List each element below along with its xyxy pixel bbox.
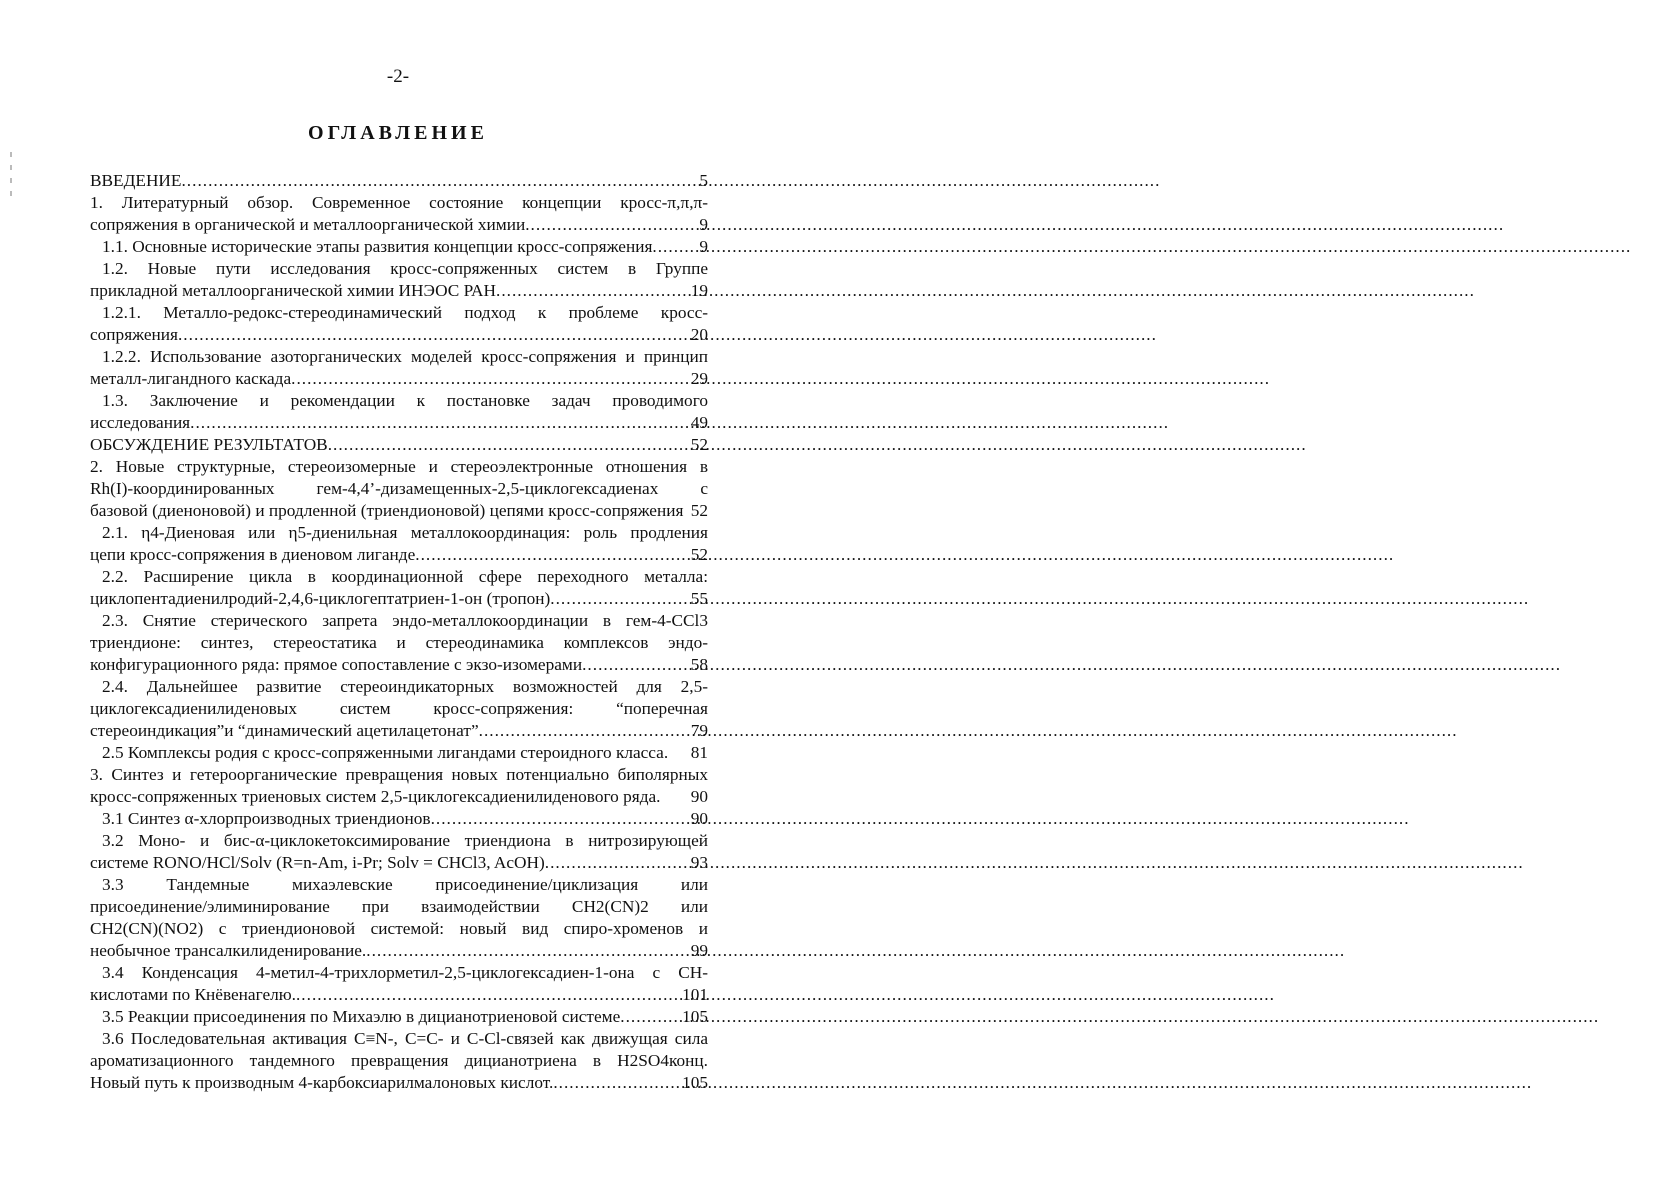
toc-page-number: 29 [690, 369, 708, 388]
toc-entry[interactable] [90, 874, 708, 962]
toc-entry-label: необычное трансалкилиденирование. [90, 941, 367, 960]
toc-dot-leader [525, 214, 699, 236]
toc-entry[interactable] [90, 302, 708, 346]
toc-page-number: 81 [690, 743, 708, 762]
toc-page-number: 90 [690, 787, 708, 806]
toc-page-number: 19 [690, 281, 708, 300]
toc-entry-label: Новый путь к производным 4-карбоксиарилмалоновых кислот. [90, 1073, 554, 1092]
toc-page-number: 90 [690, 809, 708, 828]
toc-entry-label: циклопентадиенилродий-2,4,6-циклогептатриен-1-он (тропон) [90, 589, 551, 608]
toc-entry-label: сопряжения в органической и металлоорганической химии [90, 215, 526, 234]
toc-dot-leader [652, 236, 699, 258]
toc-dot-leader [620, 1006, 682, 1028]
toc-entry-label: 2.5 Комплексы родия с кросс-сопряженными лигандами стероидного класса. [102, 743, 669, 762]
toc-entry-label: металл-лигандного каскада [90, 369, 292, 388]
table-of-contents [90, 170, 708, 1094]
toc-dot-leader [296, 984, 682, 1006]
toc-page-number: 93 [690, 853, 708, 872]
toc-page-number: 20 [690, 325, 708, 344]
toc-entry-line: циклогексадиенилиденовых систем кросс-сопряжения: “поперечная [90, 699, 708, 718]
toc-page-number: 105 [682, 1073, 708, 1092]
toc-page-number: 9 [699, 215, 708, 234]
toc-entry[interactable] [90, 676, 708, 742]
toc-entry[interactable] [90, 610, 708, 676]
toc-entry[interactable] [90, 434, 708, 456]
toc-dot-leader [291, 368, 691, 390]
toc-entry-label: 1.1. Основные исторические этапы развития концепции кросс-сопряжения [102, 237, 653, 256]
toc-entry-line: 1.2.1. Металло-редокс-стереодинамический подход к проблеме кросс- [102, 303, 708, 322]
toc-dot-leader [366, 940, 690, 962]
toc-page-number: 105 [682, 1007, 708, 1026]
toc-entry-label: прикладной металлоорганической химии ИНЭОС РАН [90, 281, 496, 300]
toc-entry[interactable] [90, 566, 708, 610]
toc-entry[interactable] [90, 522, 708, 566]
toc-entry-label: исследования [90, 413, 191, 432]
toc-entry-line: 1.2. Новые пути исследования кросс-сопряженных систем в Группе [102, 259, 708, 278]
toc-entry-line: 3.6 Последовательная активация C≡N-, C=C- и C-Cl-связей как движущая сила [102, 1029, 708, 1048]
toc-entry-label: ОБСУЖДЕНИЕ РЕЗУЛЬТАТОВ [90, 435, 328, 454]
toc-entry[interactable] [90, 236, 708, 258]
toc-page-number: 55 [690, 589, 708, 608]
toc-page-number: 52 [690, 545, 708, 564]
toc-dot-leader [553, 1072, 682, 1094]
toc-entry-line: присоединение/элиминирование при взаимодействии CH2(CN)2 или [90, 897, 708, 916]
toc-entry-line: триендионе: синтез, стереостатика и стереодинамика комплексов эндо- [90, 633, 708, 652]
toc-entry-line: 2.2. Расширение цикла в координационной сфере переходного металла: [102, 567, 708, 586]
toc-page-number: 52 [690, 501, 708, 520]
toc-entry[interactable] [90, 390, 708, 434]
toc-entry-line: 2. Новые структурные, стереоизомерные и стереоэлектронные отношения в [90, 457, 708, 476]
toc-dot-leader [415, 544, 690, 566]
toc-entry[interactable] [90, 456, 708, 522]
toc-entry-label: ВВЕДЕНИЕ [90, 171, 182, 190]
page-number: -2- [386, 66, 410, 87]
toc-entry-label: 3.5 Реакции присоединения по Михаэлю в дицианотриеновой системе [102, 1007, 621, 1026]
toc-entry-label: 3.1 Синтез α-хлорпроизводных триендионов [102, 809, 431, 828]
toc-entry[interactable] [90, 764, 708, 808]
toc-page-number: 79 [690, 721, 708, 740]
toc-dot-leader [545, 852, 691, 874]
toc-entry[interactable] [90, 170, 708, 192]
toc-entry[interactable] [90, 192, 708, 236]
toc-entry-line: Rh(I)-координированных гем-4,4’-дизамещенных-2,5-циклогексадиенах с [90, 479, 708, 498]
toc-entry-line: 3.3 Тандемные михаэлевские присоединение/циклизация или [102, 875, 708, 894]
toc-entry-line: ароматизационного тандемного превращения дицианотриена в H2SO4конц. [90, 1051, 708, 1070]
toc-entry-line: CH2(CN)(NO2) с триендионовой системой: новый вид спиро-хроменов и [90, 919, 708, 938]
toc-page-number: 99 [690, 941, 708, 960]
toc-entry-label: кислотами по Кнёвенагелю. [90, 985, 296, 1004]
toc-entry-line: 3.2 Моно- и бис-α-циклокетоксимирование триендиона в нитрозирующей [102, 831, 708, 850]
page-title: ОГЛАВЛЕНИЕ [308, 122, 488, 144]
toc-entry-line: 1.2.2. Использование азоторганических моделей кросс-сопряжения и принцип [102, 347, 708, 366]
toc-entry[interactable] [90, 1028, 708, 1094]
toc-entry-label: базовой (диеноновой) и продленной (триендионовой) цепями кросс-сопряжения [90, 501, 684, 520]
toc-entry-line: 2.3. Снятие стерического запрета эндо-металлокоординации в гем-4-CCl3 [102, 611, 708, 630]
toc-entry-line: 3. Синтез и гетероорганические превращения новых потенциально биполярных [90, 765, 708, 784]
toc-dot-leader [181, 170, 699, 192]
toc-entry-label: цепи кросс-сопряжения в диеновом лиганде [90, 545, 416, 564]
toc-entry-label: сопряжения [90, 325, 178, 344]
toc-dot-leader [178, 324, 691, 346]
toc-entry-label: кросс-сопряженных триеновых систем 2,5-циклогексадиенилиденового ряда. [90, 787, 661, 806]
toc-entry[interactable] [90, 830, 708, 874]
toc-entry-label: конфигурационного ряда: прямое сопоставление с экзо-изомерами [90, 655, 583, 674]
toc-dot-leader [582, 654, 691, 676]
toc-entry-line: 2.1. η4-Диеновая или η5-диенильная металлокоординация: роль продления [102, 523, 708, 542]
toc-dot-leader [431, 808, 691, 830]
toc-page-number: 58 [690, 655, 708, 674]
toc-entry-line: 3.4 Конденсация 4-метил-4-трихлорметил-2,5-циклогексадиен-1-она с CH- [102, 963, 708, 982]
toc-dot-leader [190, 412, 691, 434]
toc-dot-leader [479, 720, 691, 742]
toc-entry-label: системе RONO/HCl/Solv (R=n-Am, i-Pr; Solv = CHCl3, AcOH) [90, 853, 545, 872]
toc-page-number: 101 [682, 985, 708, 1004]
toc-dot-leader [328, 434, 691, 456]
toc-entry[interactable] [90, 346, 708, 390]
toc-page-number: 52 [690, 435, 708, 454]
toc-page-number: 5 [699, 171, 708, 190]
toc-dot-leader [550, 588, 690, 610]
toc-dot-leader [496, 280, 691, 302]
toc-entry-line: 1.3. Заключение и рекомендации к постановке задач проводимого [102, 391, 708, 410]
toc-page-number: 49 [690, 413, 708, 432]
toc-entry-line: 2.4. Дальнейшее развитие стереоиндикаторных возможностей для 2,5- [102, 677, 708, 696]
toc-entry[interactable] [90, 258, 708, 302]
toc-entry[interactable] [90, 962, 708, 1006]
toc-entry[interactable] [90, 1006, 708, 1028]
toc-entry[interactable] [90, 742, 708, 764]
toc-entry-line: 1. Литературный обзор. Современное состояние концепции кросс-π,π,π- [90, 193, 708, 212]
toc-page-number: 9 [699, 237, 708, 256]
toc-entry-label: стереоиндикация”и “динамический ацетилацетонат” [90, 721, 479, 740]
toc-entry[interactable] [90, 808, 708, 830]
scan-margin-marks [10, 152, 12, 212]
